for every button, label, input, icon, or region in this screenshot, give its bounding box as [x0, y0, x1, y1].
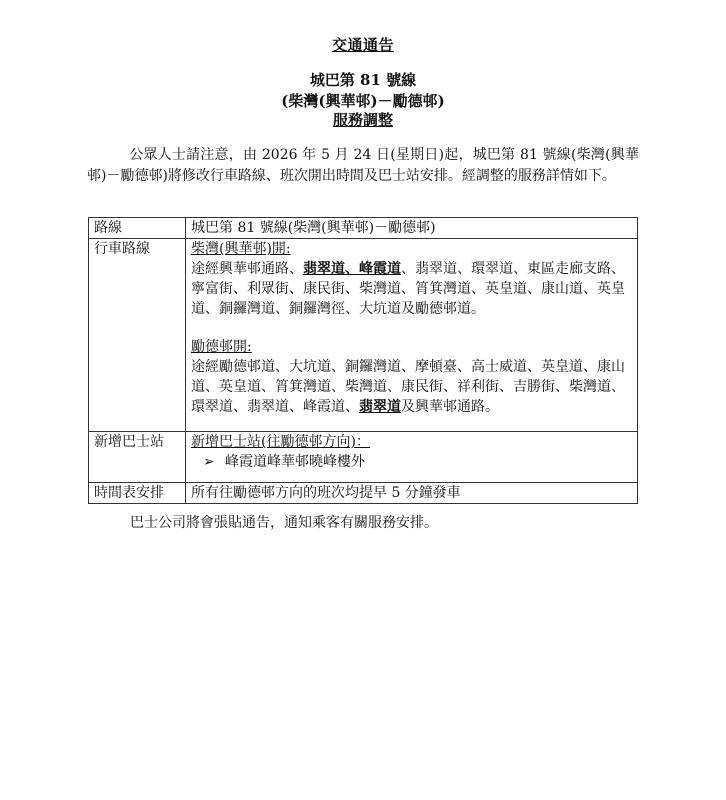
routing-label: 行車路線: [89, 239, 186, 432]
laitak-route-highlight: 翡翠道: [359, 399, 401, 415]
new-stop-header: 新增巴士站(往勵德邨方向)：: [191, 434, 370, 450]
laitak-route-prefix: 途經勵德邨道、大坑道、銅鑼灣道、摩頓臺、高士威道、英皇道、康山道、英皇道、筲箕灣道、柴灣道、康民街、祥利街、吉勝街、柴灣道、環翠道、翡翠道、峰霞道、: [191, 359, 625, 415]
route-termini-heading: (柴灣(興華邨)－勵德邨): [281, 92, 445, 110]
service-details-table: [88, 217, 638, 504]
table-row-timetable: [89, 483, 638, 504]
routing-gap: [191, 319, 632, 337]
new-stop-cell: [186, 432, 638, 483]
service-adjustment-heading: 服務調整: [332, 111, 393, 129]
table-row-new-stop: [89, 432, 638, 483]
laitak-route-rest: 及興華邨通路。: [401, 399, 499, 415]
route-label: 路線: [89, 218, 186, 239]
chaiwan-route-prefix: 途經興華邨通路、: [191, 261, 303, 277]
table-row-route: [89, 218, 638, 239]
route-value: 城巴第 81 號線(柴灣(興華邨)－勵德邨): [186, 218, 638, 239]
laitak-departure-route: [191, 357, 632, 417]
chaiwan-departure-header: 柴灣(興華邨)開:: [191, 241, 291, 257]
chaiwan-route-highlight: 翡翠道、峰霞道: [303, 261, 401, 277]
notice-title: 交通通告: [331, 36, 394, 54]
table-row-routing: [89, 239, 638, 432]
intro-text: 公眾人士請注意，由 2026 年 5 月 24 日(星期日)起，城巴第 81 號線(柴灣(興華邨)－勵德邨)將修改行車路線、班次開出時間及巴士站安排。經調整的服務詳情如下。: [87, 147, 639, 184]
timetable-label: 時間表安排: [89, 483, 186, 504]
new-stop-location: 峰霞道峰華邨曉峰樓外: [225, 454, 365, 470]
chaiwan-departure-route: [191, 259, 632, 319]
routing-cell: [186, 239, 638, 432]
intro-paragraph: [87, 145, 639, 187]
footer-note: 巴士公司將會張貼通告，通知乘客有關服務安排。: [130, 515, 438, 531]
laitak-departure-header: 勵德邨開:: [191, 339, 252, 355]
chaiwan-route-rest: 、翡翠道、環翠道、東區走廊支路、寧富街、利眾街、康民街、柴灣道、筲箕灣道、英皇道、康山道、英皇道、銅鑼灣道、銅鑼灣徑、大坑道及勵德邨道。: [191, 261, 625, 317]
new-stop-label: 新增巴士站: [89, 432, 186, 483]
new-stop-bottom-space: [191, 472, 632, 482]
route-name-heading: 城巴第 81 號線: [309, 71, 417, 89]
arrow-bullet-icon: ➢: [203, 454, 215, 470]
timetable-value: 所有往勵德邨方向的班次均提早 5 分鐘發車: [186, 483, 638, 504]
routing-bottom-space: [191, 417, 632, 431]
new-stop-list-item: [191, 452, 632, 472]
